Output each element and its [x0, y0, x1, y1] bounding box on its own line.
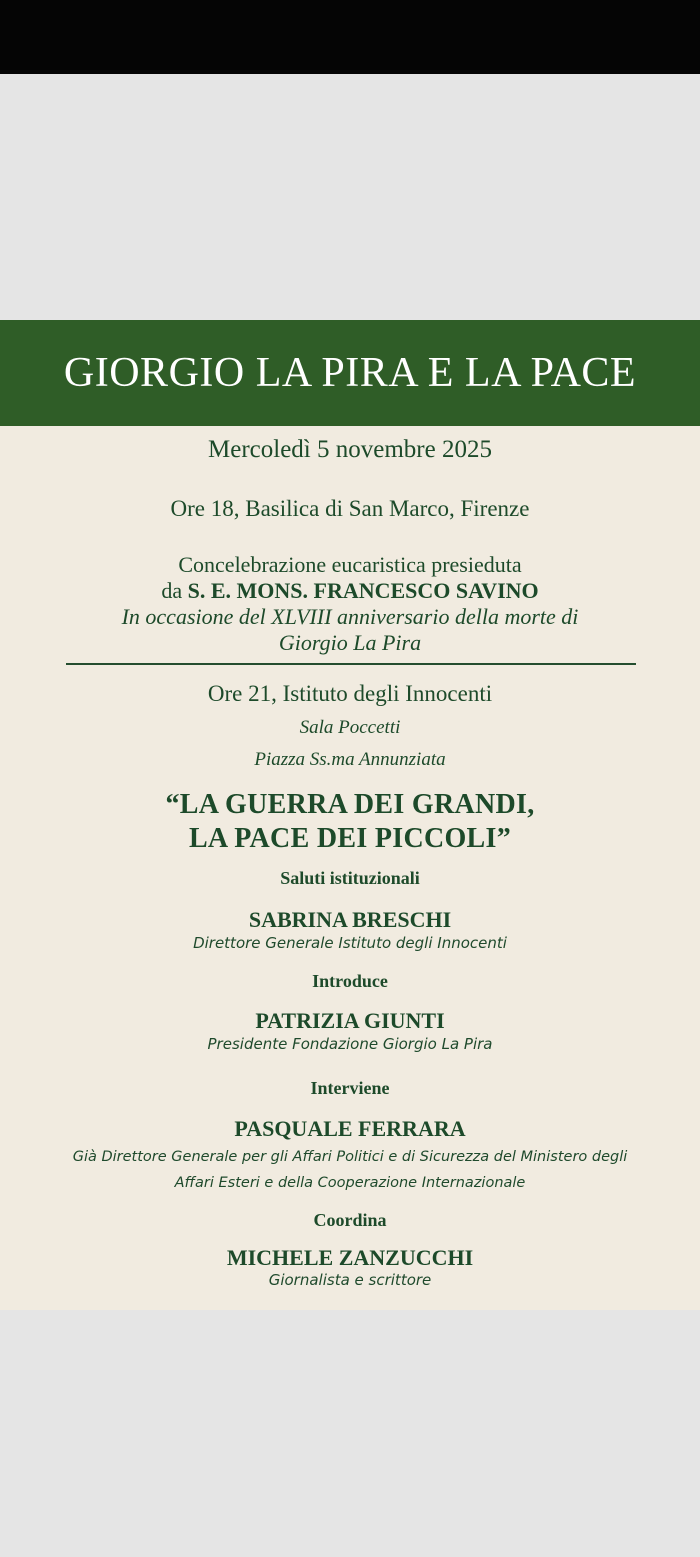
- speaks-label: Interviene: [310, 1078, 390, 1098]
- speaker-2-role: Presidente Fondazione Giorgio La Pira: [207, 1035, 493, 1053]
- intro-label: Introduce: [312, 971, 388, 991]
- first-event-description: Concelebrazione eucaristica presieduta: [178, 552, 522, 577]
- second-event-square: Piazza Ss.ma Annunziata: [254, 749, 446, 770]
- event-quote-line-2: LA PACE DEI PICCOLI”: [188, 823, 512, 854]
- speaker-1-name: SABRINA BRESCHI: [248, 907, 452, 932]
- greetings-label: Saluti istituzionali: [280, 868, 420, 888]
- event-poster: [0, 320, 700, 1310]
- first-event-presider: [0, 578, 700, 604]
- second-event-room: Sala Poccetti: [299, 717, 401, 738]
- speaker-3-name: PASQUALE FERRARA: [234, 1116, 466, 1141]
- top-gray-area: [0, 74, 700, 320]
- speaker-3-role-line-1: Già Direttore Generale per gli Affari Politici e di Sicurezza del Ministero degli: [72, 1149, 628, 1165]
- anniversary-name: Giorgio La Pira: [278, 630, 422, 655]
- speaker-4-name: MICHELE ZANZUCCHI: [226, 1245, 474, 1270]
- title-band: [0, 320, 700, 426]
- poster-title: GIORGIO LA PIRA E LA PACE: [63, 350, 637, 396]
- first-event-time-place: Ore 18, Basilica di San Marco, Firenze: [170, 496, 530, 521]
- top-status-bar: [0, 0, 700, 74]
- event-date: Mercoledì 5 novembre 2025: [208, 436, 492, 463]
- presider-name: S. E. MONS. FRANCESCO SAVINO: [187, 578, 539, 603]
- anniversary-line: In occasione del XLVIII anniversario della morte di: [121, 604, 579, 629]
- event-quote-line-1: “LA GUERRA DEI GRANDI,: [165, 789, 535, 820]
- presider-prefix: da: [161, 578, 188, 603]
- bottom-gray-area: [0, 1310, 700, 1557]
- second-event-time-place: Ore 21, Istituto degli Innocenti: [207, 681, 493, 706]
- speaker-3-role-line-2: Affari Esteri e della Cooperazione Internazionale: [174, 1175, 526, 1191]
- speaker-4-role: Giornalista e scrittore: [268, 1271, 432, 1289]
- speaker-1-role: Direttore Generale Istituto degli Innocenti: [193, 934, 507, 952]
- section-divider: [66, 663, 636, 665]
- speaker-2-name: PATRIZIA GIUNTI: [255, 1008, 445, 1033]
- moderator-label: Coordina: [313, 1210, 387, 1230]
